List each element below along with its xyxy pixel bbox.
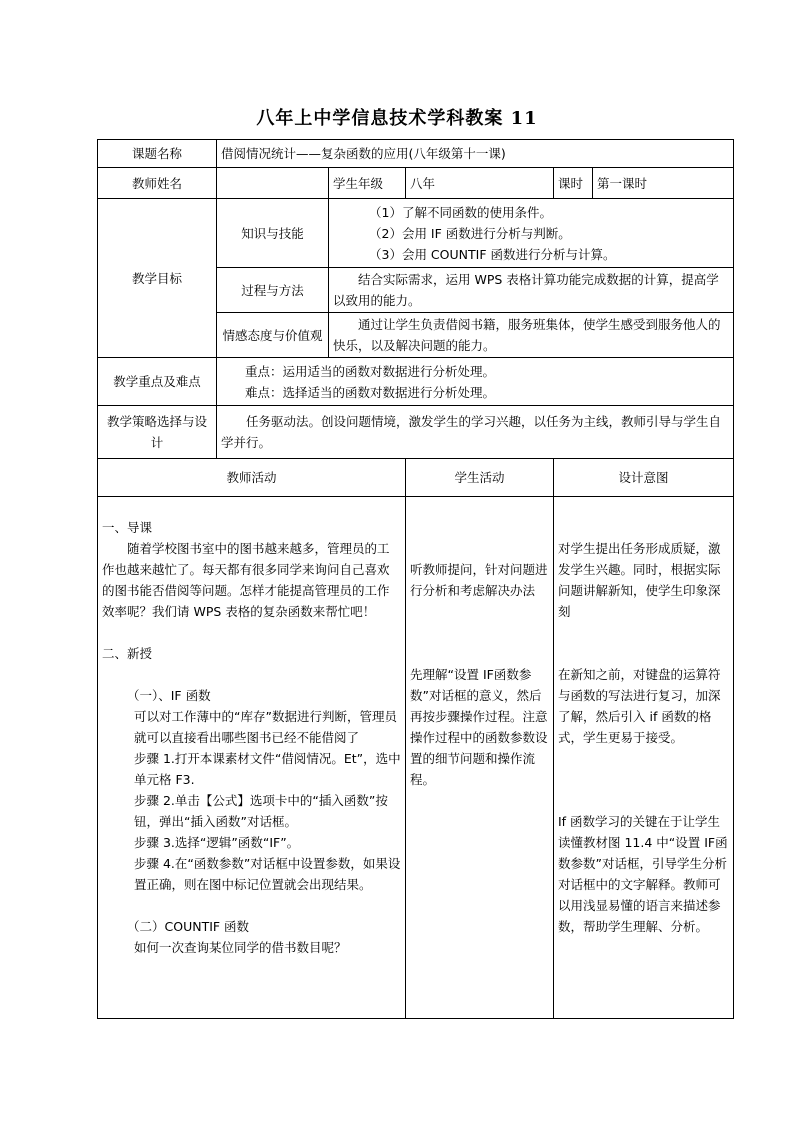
teacher-value bbox=[217, 168, 329, 199]
step-2: 步骤 2.单击【公式】选项卡中的“插入函数”按钮，弹出“插入函数”对话框。 bbox=[134, 793, 388, 829]
row-column-headers bbox=[98, 459, 734, 497]
design-intent-2: 在新知之前，对键盘的运算符与函数的写法进行复习，加深了解，然后引入 if 函数的格式，学生更易于接受。 bbox=[558, 667, 721, 745]
knowledge-item: （1）了解不同函数的使用条件。 bbox=[369, 204, 552, 220]
key-point: 重点：运用适当的函数对数据进行分析处理。 bbox=[245, 363, 496, 379]
emotion-label: 情感态度与价值观 bbox=[217, 313, 329, 358]
if-function-title: （一）、IF 函数 bbox=[127, 688, 211, 703]
section-intro-title: 一、导课 bbox=[102, 520, 153, 535]
period-label: 课时 bbox=[554, 168, 593, 199]
if-function-text: 可以对工作薄中的“库存”数据进行判断，管理员就可以直接看出哪些图书已经不能借阅了 bbox=[134, 709, 397, 745]
process-label: 过程与方法 bbox=[217, 268, 329, 313]
row-activities bbox=[98, 497, 734, 1019]
knowledge-item: （3）会用 COUNTIF 函数进行分析与计算。 bbox=[369, 246, 616, 262]
step-1: 步骤 1.打开本课素材文件“借阅情况。Et”，选中单元格 F3. bbox=[134, 751, 401, 787]
key-label: 教学重点及难点 bbox=[98, 358, 217, 406]
header-design-intent: 设计意图 bbox=[554, 459, 734, 497]
row-strategy bbox=[98, 406, 734, 459]
step-3: 步骤 3.选择“逻辑”函数“IF”。 bbox=[134, 835, 300, 850]
strategy-text: 任务驱动法。创设问题情境，激发学生的学习兴趣，以任务为主线，教师引导与学生自学并行。 bbox=[217, 406, 734, 459]
student-activity-cell bbox=[406, 497, 554, 1019]
knowledge-list bbox=[329, 199, 734, 268]
header-student-activity: 学生活动 bbox=[406, 459, 554, 497]
section-intro-text: 随着学校图书室中的图书越来越多，管理员的工作也越来越忙了。每天都有很多同学来询问自己喜欢的图书能否借阅等问题。怎样才能提高管理员的工作效率呢？我们请 WPS 表格的复杂函数来帮忙吧！ bbox=[102, 541, 390, 619]
row-objective-knowledge bbox=[98, 199, 734, 268]
teacher-label: 教师姓名 bbox=[98, 168, 217, 199]
key-points bbox=[217, 358, 734, 406]
emotion-text: 通过让学生负责借阅书籍，服务班集体，使学生感受到服务他人的快乐，以及解决问题的能力。 bbox=[329, 313, 734, 358]
page-title: 八年上中学信息技术学科教案 11 bbox=[256, 108, 538, 129]
lesson-plan-table bbox=[97, 139, 734, 1019]
design-intent-3: If 函数学习的关键在于让学生读懂教材图 11.4 中“设置 IF函数参数”对话框，引导学生分析对话框中的文字解释。教师可以用浅显易懂的语言来描述参数，帮助学生理解、分析。 bbox=[558, 814, 728, 934]
row-teacher bbox=[98, 168, 734, 199]
key-point: 难点：选择适当的函数对数据进行分析处理。 bbox=[245, 384, 496, 400]
period-value: 第一课时 bbox=[593, 168, 734, 199]
strategy-label: 教学策略选择与设计 bbox=[98, 406, 217, 459]
design-intent-cell bbox=[554, 497, 734, 1019]
process-text: 结合实际需求，运用 WPS 表格计算功能完成数据的计算，提高学以致用的能力。 bbox=[329, 268, 734, 313]
countif-title: （二）COUNTIF 函数 bbox=[127, 919, 250, 934]
objectives-label: 教学目标 bbox=[98, 199, 217, 358]
countif-text: 如何一次查询某位同学的借书数目呢？ bbox=[134, 940, 347, 955]
knowledge-label: 知识与技能 bbox=[217, 199, 329, 268]
student-activity-1: 听教师提问，针对问题进行分析和考虑解决办法 bbox=[410, 562, 548, 598]
teacher-activity-cell bbox=[98, 497, 406, 1019]
section-new-title: 二、新授 bbox=[102, 646, 153, 661]
design-intent-1: 对学生提出任务形成质疑，激发学生兴趣。同时，根据实际问题讲解新知，使学生印象深刻 bbox=[558, 541, 721, 619]
knowledge-item: （2）会用 IF 函数进行分析与判断。 bbox=[369, 225, 571, 241]
student-activity-2: 先理解“设置 IF函数参数”对话框的意义，然后再按步骤操作过程。注意操作过程中的函数参数设置的细节问题和操作流程。 bbox=[410, 667, 548, 787]
topic-label: 课题名称 bbox=[98, 140, 217, 168]
topic-value: 借阅情况统计——复杂函数的应用(八年级第十一课) bbox=[217, 140, 734, 168]
step-4: 步骤 4.在“函数参数”对话框中设置参数，如果设置正确，则在图中标记位置就会出现结果。 bbox=[134, 856, 401, 892]
grade-label: 学生年级 bbox=[329, 168, 406, 199]
header-teacher-activity: 教师活动 bbox=[98, 459, 406, 497]
grade-value: 八年 bbox=[406, 168, 554, 199]
row-topic bbox=[98, 140, 734, 168]
row-key-points bbox=[98, 358, 734, 406]
